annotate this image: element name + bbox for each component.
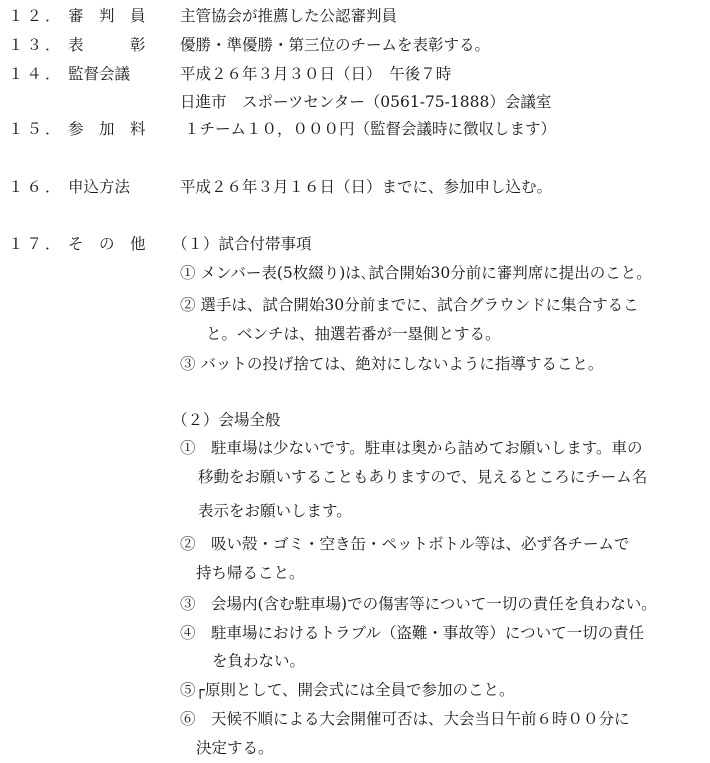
item-number: １２． (8, 7, 64, 25)
list-item-continuation: 移動をお願いすることもありますので、見えるところにチーム名 (198, 468, 648, 486)
item-text: 主管協会が推薦した公認審判員 (180, 7, 398, 25)
item-number: １３． (8, 36, 64, 54)
item-text: 平成２６年３月３０日（日） 午後７時 (180, 65, 452, 83)
item-label: 監督会議 (68, 65, 131, 83)
list-item: ① 駐車場は少ないです。駐車は奥から詰めてお願いします。車の (180, 439, 643, 457)
list-item-continuation: 表示をお願いします。 (198, 502, 352, 520)
item-text: 平成２６年３月１６日（日）までに、参加申し込む。 (180, 178, 553, 196)
section-heading: （２）会場全般 (172, 411, 281, 429)
list-item: ② 吸い殻・ゴミ・空き缶・ペットボトル等は、必ず各チームで (180, 535, 630, 553)
list-item: ⑤┌原則として、開会式には全員で参加のこと。 (180, 681, 515, 699)
item-number: １６． (8, 178, 64, 196)
item-text: １チーム１０，０００円（監督会議時に徴収します） (184, 120, 557, 138)
item-label: 審 判 員 (68, 7, 146, 25)
item-label: 参 加 料 (68, 120, 146, 138)
list-item: ⑥ 天候不順による大会開催可否は、大会当日午前６時００分に (180, 710, 630, 728)
item-label: 表 彰 (68, 36, 146, 54)
item-text: 優勝・準優勝・第三位のチームを表彰する。 (180, 36, 491, 54)
item-label: 申込方法 (68, 178, 131, 196)
item-number: １４． (8, 65, 64, 83)
list-item: ③ バットの投げ捨ては、絶対にしないように指導すること。 (180, 355, 604, 373)
list-item-continuation: 持ち帰ること。 (196, 564, 305, 582)
list-item: ② 選手は、試合開始30分前までに、試合グラウンドに集合するこ (180, 296, 639, 314)
list-item-continuation: 決定する。 (196, 739, 274, 757)
list-item: ③ 会場内(含む駐車場)での傷害等について一切の責任を負わない。 (180, 595, 657, 613)
list-item: ④ 駐車場におけるトラブル（盗難・事故等）について一切の責任 (180, 624, 645, 642)
item-text: 日進市 スポーツセンター（0561-75-1888）会議室 (180, 93, 552, 111)
item-number: １５． (8, 120, 64, 138)
item-number: １７． (8, 235, 64, 253)
section-heading: （１）試合付帯事項 (172, 235, 312, 253)
item-label: そ の 他 (68, 235, 146, 253)
list-item-continuation: と。ベンチは、抽選若番が一塁側とする。 (206, 325, 501, 343)
list-item: ① メンバー表(5枚綴り)は､試合開始30分前に審判席に提出のこと。 (180, 264, 652, 282)
list-item-continuation: を負わない。 (212, 652, 306, 670)
